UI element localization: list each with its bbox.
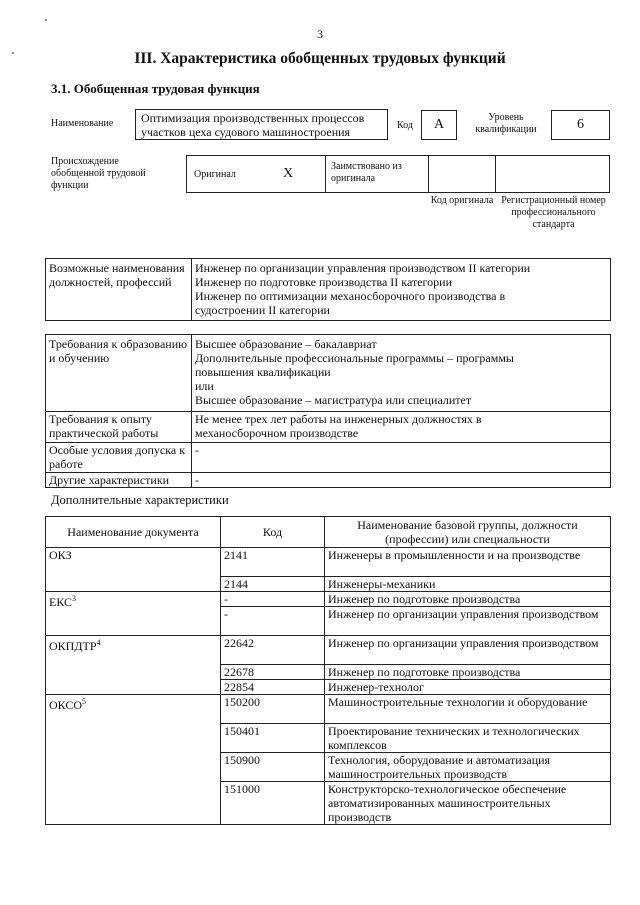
footnote-mark: 3	[72, 594, 77, 603]
requirements-table	[45, 334, 611, 488]
borrowed-cell: Заимствовано из оригинала	[325, 155, 429, 193]
footnote-mark: 5	[82, 697, 87, 706]
requirements-row	[46, 473, 611, 488]
col-code-header: Код	[221, 517, 325, 548]
requirement-line: -	[195, 443, 199, 457]
code-original-caption: Код оригинала	[430, 195, 494, 206]
positions-table	[45, 258, 611, 321]
doc-name: ЕКС	[49, 595, 73, 609]
additional-table	[45, 516, 611, 825]
requirement-line: Дополнительные профессиональные программы – программы	[195, 351, 514, 365]
name-cell: Инженер по организации управления производством	[325, 607, 611, 636]
other-characteristics-values	[192, 473, 611, 488]
scan-speck	[12, 52, 14, 54]
code-label: Код	[397, 120, 413, 131]
position-line: Инженер по оптимизации механосборочного производства в	[195, 289, 506, 303]
name-cell: Проектирование технических и технологических комплексов	[325, 724, 611, 753]
name-cell: Инженер по подготовке производства	[325, 665, 611, 680]
col-name-header-line: (профессии) или специальности	[385, 532, 550, 546]
table-row	[46, 592, 611, 607]
name-cell: Машиностроительные технологии и оборудование	[325, 695, 611, 724]
positions-row	[46, 259, 611, 321]
doc-cell	[46, 636, 221, 695]
level-label: Уровень квалификации	[475, 112, 537, 135]
code-cell: 2141	[221, 548, 325, 577]
table-row	[46, 548, 611, 577]
section-title: III. Характеристика обобщенных трудовых функций	[134, 50, 506, 67]
special-conditions-label: Особые условия допуска к работе	[46, 443, 192, 473]
name-cell: Конструкторско-технологическое обеспечение автоматизированных машиностроительных производств	[325, 782, 611, 825]
function-name-field: Оптимизация производственных процессов участков цеха судового машиностроения	[135, 109, 388, 140]
code-cell: 150900	[221, 753, 325, 782]
requirement-line: Не менее трех лет работы на инженерных должностях в	[195, 412, 482, 426]
code-original-cell	[428, 155, 496, 193]
requirement-line: Высшее образование – бакалавриат	[195, 337, 377, 351]
requirements-row	[46, 443, 611, 473]
positions-label: Возможные наименования должностей, профессий	[46, 259, 192, 321]
doc-cell	[46, 695, 221, 825]
col-doc-header: Наименование документа	[46, 517, 221, 548]
code-cell: 150401	[221, 724, 325, 753]
code-cell: -	[221, 607, 325, 636]
code-cell: -	[221, 592, 325, 607]
table-row	[46, 636, 611, 665]
doc-cell	[46, 592, 221, 636]
code-cell: 2144	[221, 577, 325, 592]
experience-label: Требования к опыту практической работы	[46, 412, 192, 443]
page-number: 3	[317, 27, 323, 41]
requirement-line: Высшее образование – магистратура или специалитет	[195, 393, 472, 407]
reg-number-cell	[495, 155, 610, 193]
original-cell	[186, 155, 326, 193]
col-name-header-line: Наименование базовой группы, должности	[357, 518, 578, 532]
education-values	[192, 335, 611, 412]
reg-number-caption: Регистрационный номер профессионального стандарта	[501, 195, 606, 230]
name-label: Наименование	[51, 118, 114, 129]
name-cell: Инженер по организации управления производством	[325, 636, 611, 665]
name-cell: Инженер по подготовке производства	[325, 592, 611, 607]
requirement-line: повышения квалификации	[195, 365, 331, 379]
code-cell: 22678	[221, 665, 325, 680]
qualification-level-field: 6	[551, 110, 610, 140]
additional-title: Дополнительные характеристики	[51, 493, 229, 507]
special-conditions-values	[192, 443, 611, 473]
name-cell: Инженеры-механики	[325, 577, 611, 592]
original-label: Оригинал	[194, 169, 236, 180]
name-cell: Инженер-технолог	[325, 680, 611, 695]
table-row	[46, 695, 611, 724]
position-line: судостроении II категории	[195, 303, 330, 317]
col-name-header	[325, 517, 611, 548]
requirement-line: механосборочном производстве	[195, 426, 359, 440]
code-cell: 151000	[221, 782, 325, 825]
scan-speck	[45, 19, 47, 21]
positions-values	[192, 259, 611, 321]
experience-values	[192, 412, 611, 443]
requirement-line: или	[195, 379, 214, 393]
requirement-line: -	[195, 473, 199, 487]
doc-name: ОКПДТР	[49, 639, 97, 653]
subsection-title: 3.1. Обобщенная трудовая функция	[51, 81, 260, 96]
code-cell: 150200	[221, 695, 325, 724]
footnote-mark: 4	[96, 638, 101, 647]
doc-name: ОКСО	[49, 698, 83, 712]
doc-cell	[46, 548, 221, 592]
requirements-row	[46, 412, 611, 443]
name-cell: Технология, оборудование и автоматизация машиностроительных производств	[325, 753, 611, 782]
origin-label: Происхождение обобщенной трудовой функции	[51, 156, 146, 191]
name-cell: Инженеры в промышленности и на производстве	[325, 548, 611, 577]
code-field: А	[421, 110, 457, 140]
position-line: Инженер по организации управления производством II категории	[195, 261, 531, 275]
table-header-row	[46, 517, 611, 548]
code-cell: 22854	[221, 680, 325, 695]
requirements-row	[46, 335, 611, 412]
code-cell: 22642	[221, 636, 325, 665]
other-characteristics-label: Другие характеристики	[46, 473, 192, 488]
education-label: Требования к образованию и обучению	[46, 335, 192, 412]
position-line: Инженер по подготовке производства II категории	[195, 275, 452, 289]
doc-name: ОКЗ	[49, 548, 72, 562]
original-mark: Х	[283, 166, 294, 181]
